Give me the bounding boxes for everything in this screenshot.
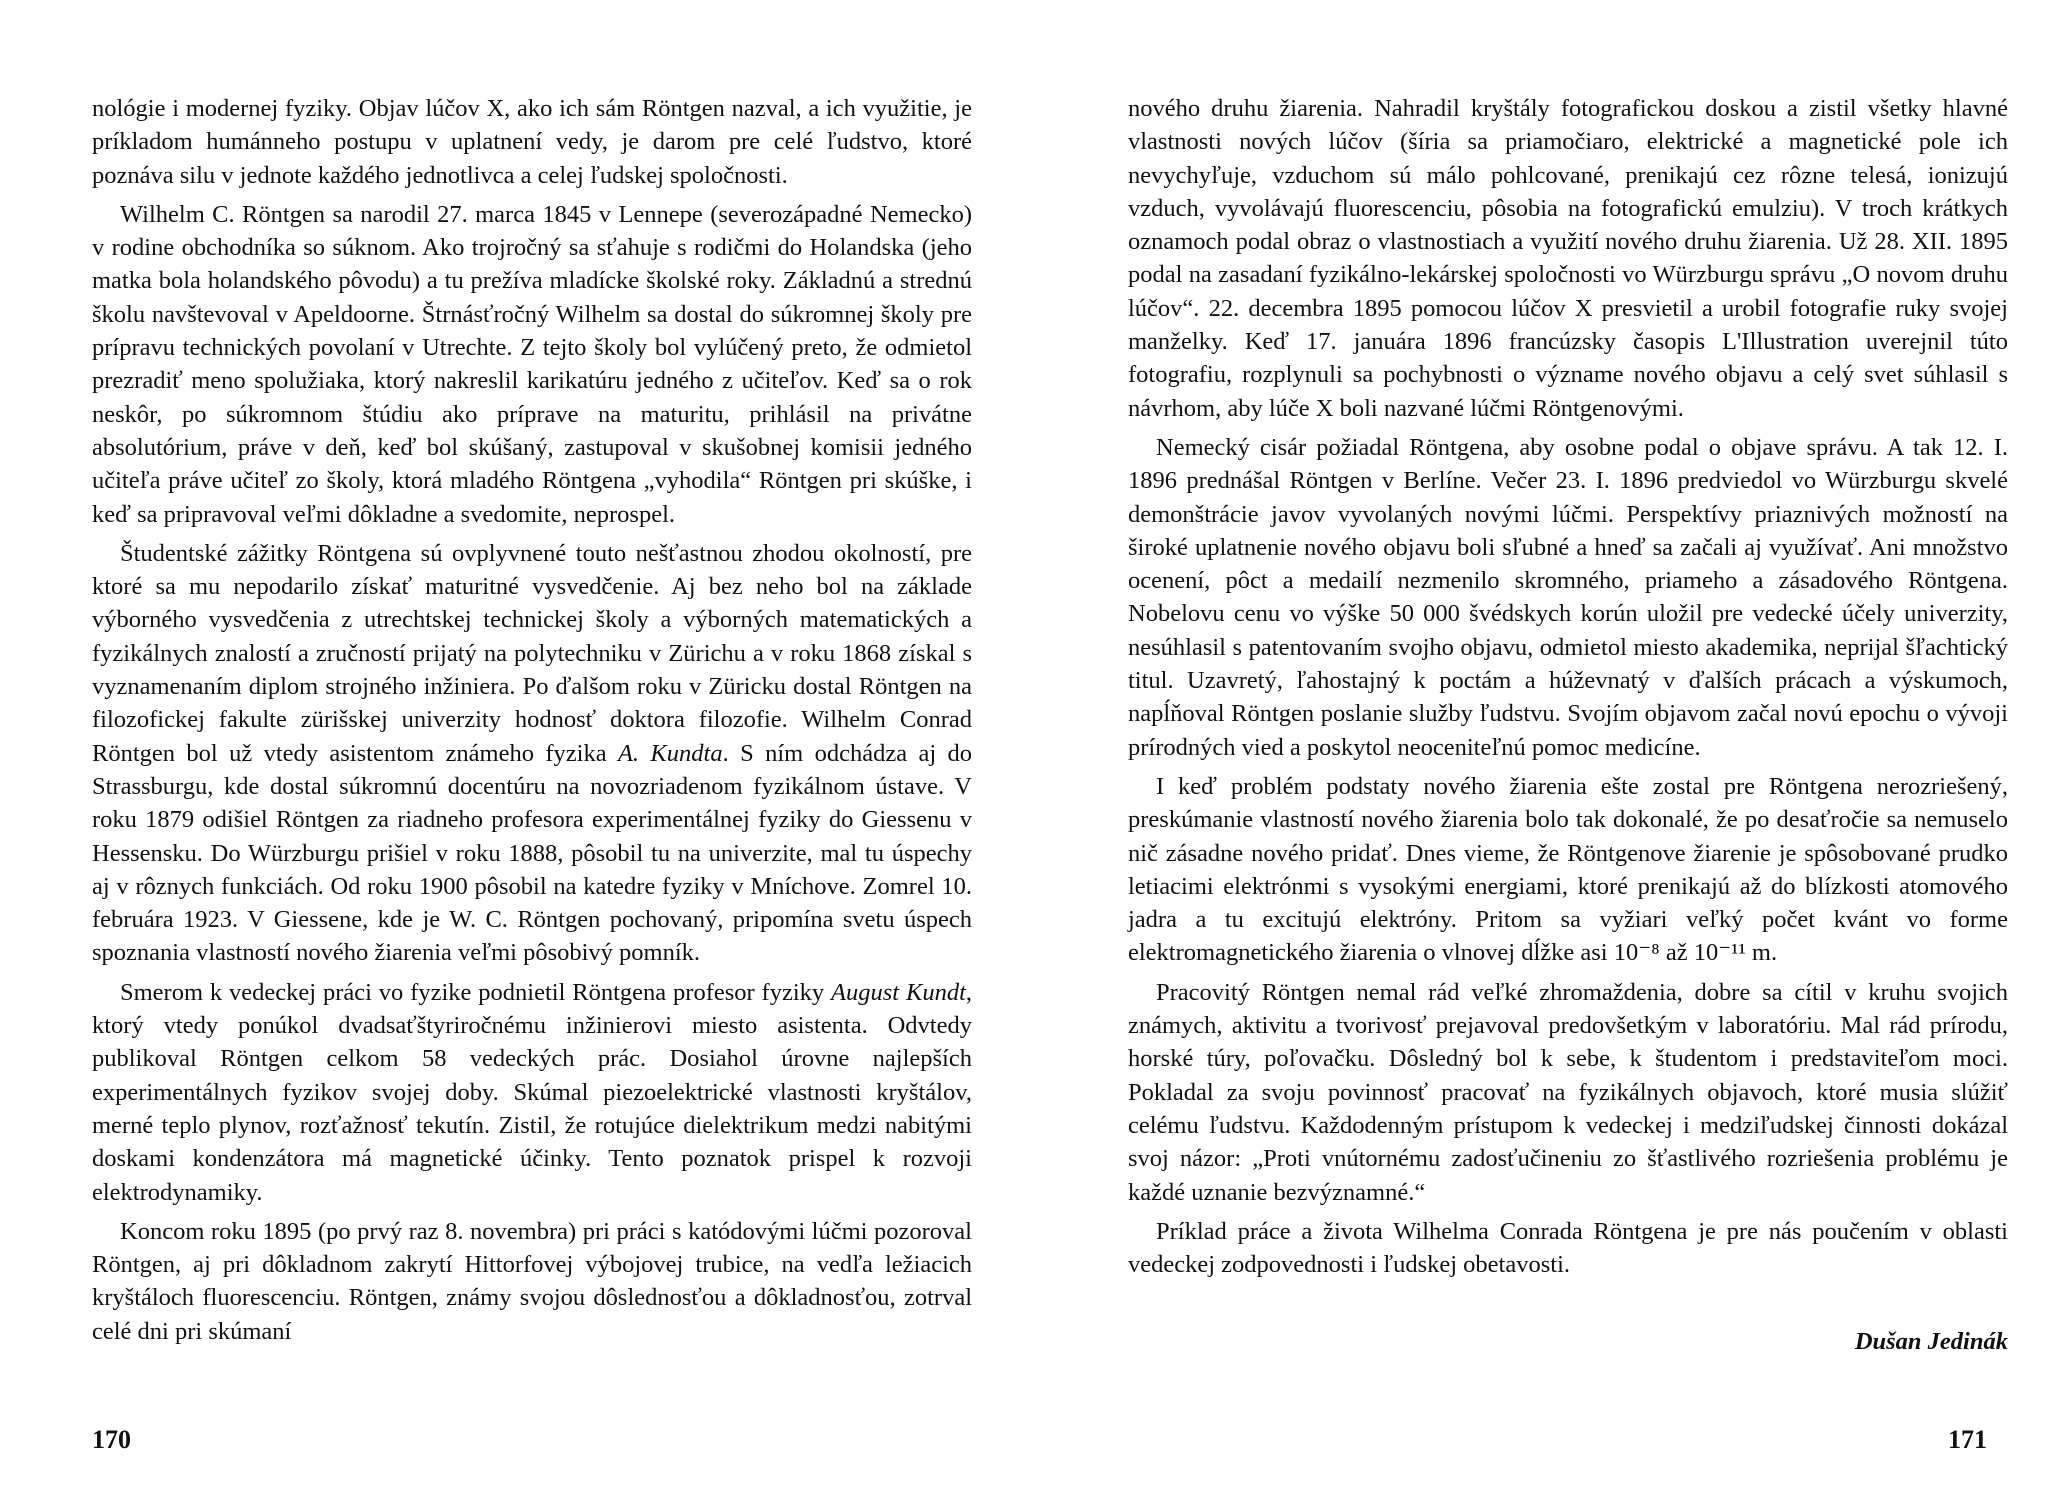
page-number-right: 171 bbox=[1948, 1425, 1987, 1454]
left-paragraph-3-name: A. Kundta bbox=[617, 739, 723, 767]
left-paragraph-4-name: August Kundt bbox=[831, 978, 966, 1006]
left-paragraph-4 bbox=[92, 976, 972, 1209]
left-paragraph-4-b: , ktorý vtedy ponúkol dvadsaťštyriročnému inžinierovi miesto asistenta. Odvtedy publikoval Röntgen celkom 58 vedeckých prác. Dosiahol úrovne najlepších experimentálnych fyzikov svojej doby. Skúmal piezoelektrické vlastnosti kryštálov, merné teplo plynov, rozťažnosť tekutín. Zistil, že rotujúce dielektrikum medzi nabitými doskami kondenzátora má magnetické účinky. Tento poznatok prispel k rozvoji elektrodynamiky. bbox=[92, 978, 973, 1206]
right-paragraph-1: nového druhu žiarenia. Nahradil kryštály fotografickou doskou a zistil všetky hlavné vlastnosti nových lúčov (šíria sa priamočiaro, elektrické a magnetické pole ich nevychyľuje, vzduchom sú málo pohlcované, prenikajú cez rôzne telesá, ionizujú vzduch, vyvolávajú fluorescenciu, pôsobia na fotografickú emulziu). V troch krátkych oznamoch podal obraz o vlastnostiach a využití nového druhu žiarenia. Už 28. XII. 1895 podal na zasadaní fyzikálno-lekárskej spoločnosti vo Würzburgu správu „O novom druhu lúčov“. 22. decembra 1895 pomocou lúčov X presvietil a urobil fotografie ruky svojej manželky. Keď 17. januára 1896 francúzsky časopis L'Illustration uverejnil túto fotografiu, rozplynuli sa pochybnosti o význame nového objavu a celý svet súhlasil s návrhom, aby lúče X boli nazvané lúčmi Röntgenovými. bbox=[1128, 95, 2008, 422]
page-number-left: 170 bbox=[92, 1425, 131, 1454]
right-paragraph-4: Pracovitý Röntgen nemal rád veľké zhromaždenia, dobre sa cítil v kruhu svojich známych, aktivitu a tvorivosť prejavoval predovšetkým v laboratóriu. Mal rád prírodu, horské túry, poľovačku. Dôsledný bol k sebe, k študentom i predstaviteľom moci. Pokladal za svoju povinnosť pracovať na fyzikálnych objavoch, ktoré musia slúžiť celému ľudstvu. Každodenným prístupom k vedeckej i medziľudskej činnosti dokázal svoj názor: „Proti vnútornému zadosťučineniu zo šťastlivého rozriešenia problému je každé uznanie bezvýznamné.“ bbox=[1128, 978, 2008, 1206]
left-paragraph-3-b: . S ním odchádza aj do Strassburgu, kde dostal súkromnú docentúru na novozriadenom fyzikálnom ústave. V roku 1879 odišiel Röntgen za riadneho profesora experimentálnej fyziky do Giessenu v Hessensku. Do Würzburgu prišiel v roku 1888, pôsobil tu na univerzite, mal tu úspechy aj v rôznych funkciách. Od roku 1900 pôsobil na katedre fyziky v Mníchove. Zomrel 10. februára 1923. V Giessene, kde je W. C. Röntgen pochovaný, pripomína svetu úspech spoznania vlastností nového žiarenia veľmi pôsobivý pomník. bbox=[92, 739, 972, 967]
left-paragraph-3-a: Študentské zážitky Röntgena sú ovplyvnené touto nešťastnou zhodou okolností, pre ktoré sa mu nepodarilo získať maturitné vysvedčenie. Aj bez neho bol na základe výborného vysvedčenia z utrechtskej technickej školy a výborných matematických a fyzikálnych znalostí a zručností prijatý na polytechniku v Zürichu a v roku 1868 získal s vyznamenaním diplom strojného inžiniera. Po ďalšom roku v Züricku dostal Röntgen na filozofickej fakulte zürišskej univerzity hodnosť doktora filozofie. Wilhelm Conrad Röntgen bol už vtedy asistentom známeho fyzika bbox=[92, 539, 972, 767]
right-paragraph-3: I keď problém podstaty nového žiarenia ešte zostal pre Röntgena nerozriešený, preskúmanie vlastností nového žiarenia bolo tak dokonalé, že po desaťročie sa nemuselo nič zásadne nového pridať. Dnes vieme, že Röntgenove žiarenie je spôsobované prudko letiacimi elektrónmi s vysokými energiami, ktoré prenikajú až do blízkosti atomového jadra a tu excitujú elektróny. Pritom sa vyžiari veľký počet kvánt vo forme elektromagnetického žiarenia o vlnovej dĺžke asi 10⁻⁸ až 10⁻¹¹ m. bbox=[1128, 772, 2008, 967]
right-paragraph-5: Príklad práce a života Wilhelma Conrada Röntgena je pre nás poučením v oblasti vedeckej zodpovednosti i ľudskej obetavosti. bbox=[1128, 1217, 2008, 1279]
author-signature: Dušan Jedinák bbox=[1854, 1328, 2008, 1356]
left-paragraph-1: nológie i modernej fyziky. Objav lúčov X, ako ich sám Röntgen nazval, a ich využitie, je príkladom humánneho postupu v uplatnení vedy, je darom pre celé ľudstvo, ktoré poznáva silu v jednote každého jednotlivca a celej ľudskej spoločnosti. bbox=[92, 95, 972, 189]
right-paragraph-2: Nemecký cisár požiadal Röntgena, aby osobne podal o objave správu. A tak 12. I. 1896 prednášal Röntgen v Berlíne. Večer 23. I. 1896 predviedol vo Würzburgu skvelé demonštrácie javov vyvolaných novými lúčmi. Perspektívy priaznivých možností na široké uplatnenie nového objavu boli sľubné a hneď sa začali aj využívať. Ani množstvo ocenení, pôct a medailí nezmenilo skromného, priameho a zásadového Röntgena. Nobelovu cenu vo výške 50 000 švédskych korún uložil pre vedecké účely univerzity, nesúhlasil s patentovaním svojho objavu, odmietol miesto akademika, neprijal šľachtický titul. Uzavretý, ľahostajný k poctám a húževnatý v ďalších prácach a výskumoch, napĺňoval Röntgen poslanie služby ľudstvu. Svojím objavom začal novú epochu o vývoji prírodných vied a poskytol neoceniteľnú pomoc medicíne. bbox=[1128, 433, 2008, 761]
left-page bbox=[92, 92, 972, 1354]
right-page bbox=[1128, 92, 2008, 1365]
left-paragraph-4-a: Smerom k vedeckej práci vo fyzike podnietil Röntgena profesor fyziky bbox=[120, 978, 825, 1006]
left-paragraph-2: Wilhelm C. Röntgen sa narodil 27. marca 1845 v Lennepe (severozápadné Nemecko) v rodine obchodníka so súknom. Ako trojročný sa sťahuje s rodičmi do Holandska (jeho matka bola holandského pôvodu) a tu prežíva mladícke školské roky. Základnú a strednú školu navštevoval v Apeldoorne. Štrnásťročný Wilhelm sa dostal do súkromnej školy pre prípravu technických povolaní v Utrechte. Z tejto školy bol vylúčený preto, že odmietol prezradiť meno spolužiaka, ktorý nakreslil karikatúru jedného z učiteľov. Keď sa o rok neskôr, po súkromnom štúdiu ako príprave na maturitu, prihlásil na privátne absolutórium, práve v deň, keď bol skúšaný, zastupoval v skušobnej komisii jedného učiteľa práve učiteľ zo školy, ktorá mladého Röntgena „vyhodila“ Röntgen pri skúške, i keď sa pripravoval veľmi dôkladne a svedomite, neprospel. bbox=[92, 200, 972, 528]
left-paragraph-3 bbox=[92, 537, 972, 970]
left-paragraph-5: Koncom roku 1895 (po prvý raz 8. novembra) pri práci s katódovými lúčmi pozoroval Röntgen, aj pri dôkladnom zakrytí Hittorfovej výbojovej trubice, na vedľa ležiacich kryštáloch fluorescenciu. Röntgen, známy svojou dôslednosťou a dôkladnosťou, zotrval celé dni pri skúmaní bbox=[92, 1217, 972, 1345]
